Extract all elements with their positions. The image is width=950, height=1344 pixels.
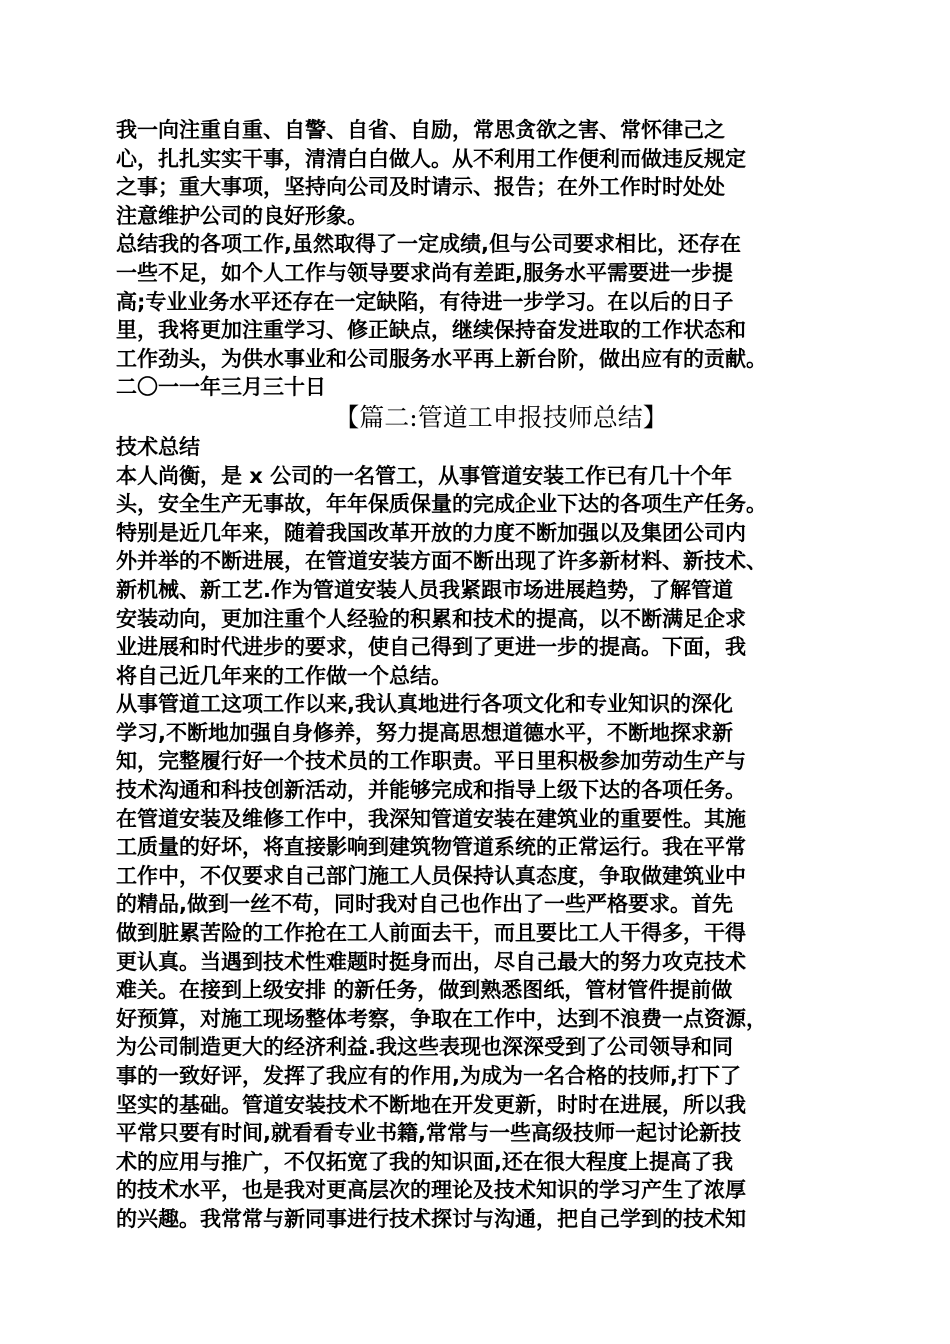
text-line: 一些不足，如个人工作与领导要求尚有差距,服务水平需要进一步提 xyxy=(116,260,733,285)
text-line: 技术沟通和科技创新活动，并能够完成和指导上级下达的各项任务。 xyxy=(116,778,746,803)
text-line: 工作中，不仅要求自己部门施工人员保持认真态度，争取做建筑业中 xyxy=(116,863,746,888)
text-line: 的兴趣。我常常与新同事进行技术探讨与沟通，把自己学到的技术知 xyxy=(116,1206,746,1231)
section-self-discipline xyxy=(116,116,846,402)
date-line: 二〇一一年三月三十日 xyxy=(116,375,326,400)
text-line: 坚实的基础。管道安装技术不断地在开发更新，时时在进展，所以我 xyxy=(116,1092,746,1117)
text-line: 里，我将更加注重学习、修正缺点，继续保持奋发进取的工作状态和 xyxy=(116,318,746,343)
text-line: 安装动向，更加注重个人经验的积累和技术的提高，以不断满足企求 xyxy=(116,606,746,631)
text-line: 头，安全生产无事故，年年保质保量的完成企业下达的各项生产任务。 xyxy=(116,492,767,517)
text-line: 在管道安装及维修工作中，我深知管道安装在建筑业的重要性。其施 xyxy=(116,806,746,831)
text-line: 心，扎扎实实干事，清清白白做人。从不利用工作便利而做违反规定 xyxy=(116,146,746,171)
text-line: 更认真。当遇到技术性难题时挺身而出，尽自己最大的努力攻克技术 xyxy=(116,949,746,974)
text-line: 为公司制造更大的经济利益.我这些表现也深深受到了公司领导和同 xyxy=(116,1035,733,1060)
text-line: 事的一致好评，发挥了我应有的作用,为成为一名合格的技师,打下了 xyxy=(116,1064,741,1088)
text-line: 工作劲头，为供水事业和公司服务水平再上新台阶，做出应有的贡献。 xyxy=(116,346,767,371)
text-line: 外并举的不断进展，在管道安装方面不断出现了许多新材料、新技术、 xyxy=(116,549,767,574)
text-line: 之事；重大事项，坚持向公司及时请示、报告；在外工作时时处处 xyxy=(116,175,725,200)
subheading: 技术总结 xyxy=(116,434,200,459)
text-line: 知，完整履行好一个技术员的工作职责。平日里积极参加劳动生产与 xyxy=(116,749,746,774)
text-line: 特别是近几年来，随着我国改革开放的力度不断加强以及集团公司内 xyxy=(116,520,746,545)
text-line: 的精品,做到一丝不苟，同时我对自己也作出了一些严格要求。首先 xyxy=(116,892,733,917)
text-line: 术的应用与推广，不仅拓宽了我的知识面,还在很大程度上提高了我 xyxy=(116,1149,733,1174)
text-line: 好预算，对施工现场整体考察，争取在工作中，达到不浪费一点资源， xyxy=(116,1006,767,1031)
text-line: 将自己近几年来的工作做一个总结。 xyxy=(116,663,452,688)
text-line: 难关。在接到上级安排 的新任务，做到熟悉图纸，管材管件提前做 xyxy=(116,978,733,1003)
text-line: 注意维护公司的良好形象。 xyxy=(116,203,368,228)
text-line: 从事管道工这项工作以来,我认真地进行各项文化和专业知识的深化 xyxy=(116,692,733,717)
text-line: 平常只要有时间,就看看专业书籍,常常与一些高级技师一起讨论新技 xyxy=(116,1121,741,1146)
text-line: 学习,不断地加强自身修养，努力提高思想道德水平，不断地探求新 xyxy=(116,720,733,745)
section-technical-summary xyxy=(116,433,846,1234)
text-line: 本人尚衡，是 x 公司的一名管工，从事管道安装工作已有几十个年 xyxy=(116,463,733,488)
text-line: 总结我的各项工作,虽然取得了一定成绩,但与公司要求相比，还存在 xyxy=(116,232,741,257)
text-line: 新机械、新工艺.作为管道安装人员我紧跟市场进展趋势，了解管道 xyxy=(116,577,733,602)
document-page xyxy=(116,116,846,1234)
text-line: 高;专业业务水平还存在一定缺陷，有待进一步学习。在以后的日子 xyxy=(116,289,734,314)
text-line: 的技术水平，也是我对更高层次的理论及技术知识的学习产生了浓厚 xyxy=(116,1178,746,1203)
text-line: 业进展和时代进步的要求，使自己得到了更进一步的提高。下面，我 xyxy=(116,635,746,660)
section-heading: 【篇二:管道工申报技师总结】 xyxy=(334,402,668,432)
text-line: 做到脏累苦险的工作抢在工人前面去干，而且要比工人干得多，干得 xyxy=(116,921,746,946)
text-line: 我一向注重自重、自警、自省、自励，常思贪欲之害、常怀律己之 xyxy=(116,118,725,142)
text-line: 工质量的好坏，将直接影响到建筑物管道系统的正常运行。我在平常 xyxy=(116,835,746,860)
